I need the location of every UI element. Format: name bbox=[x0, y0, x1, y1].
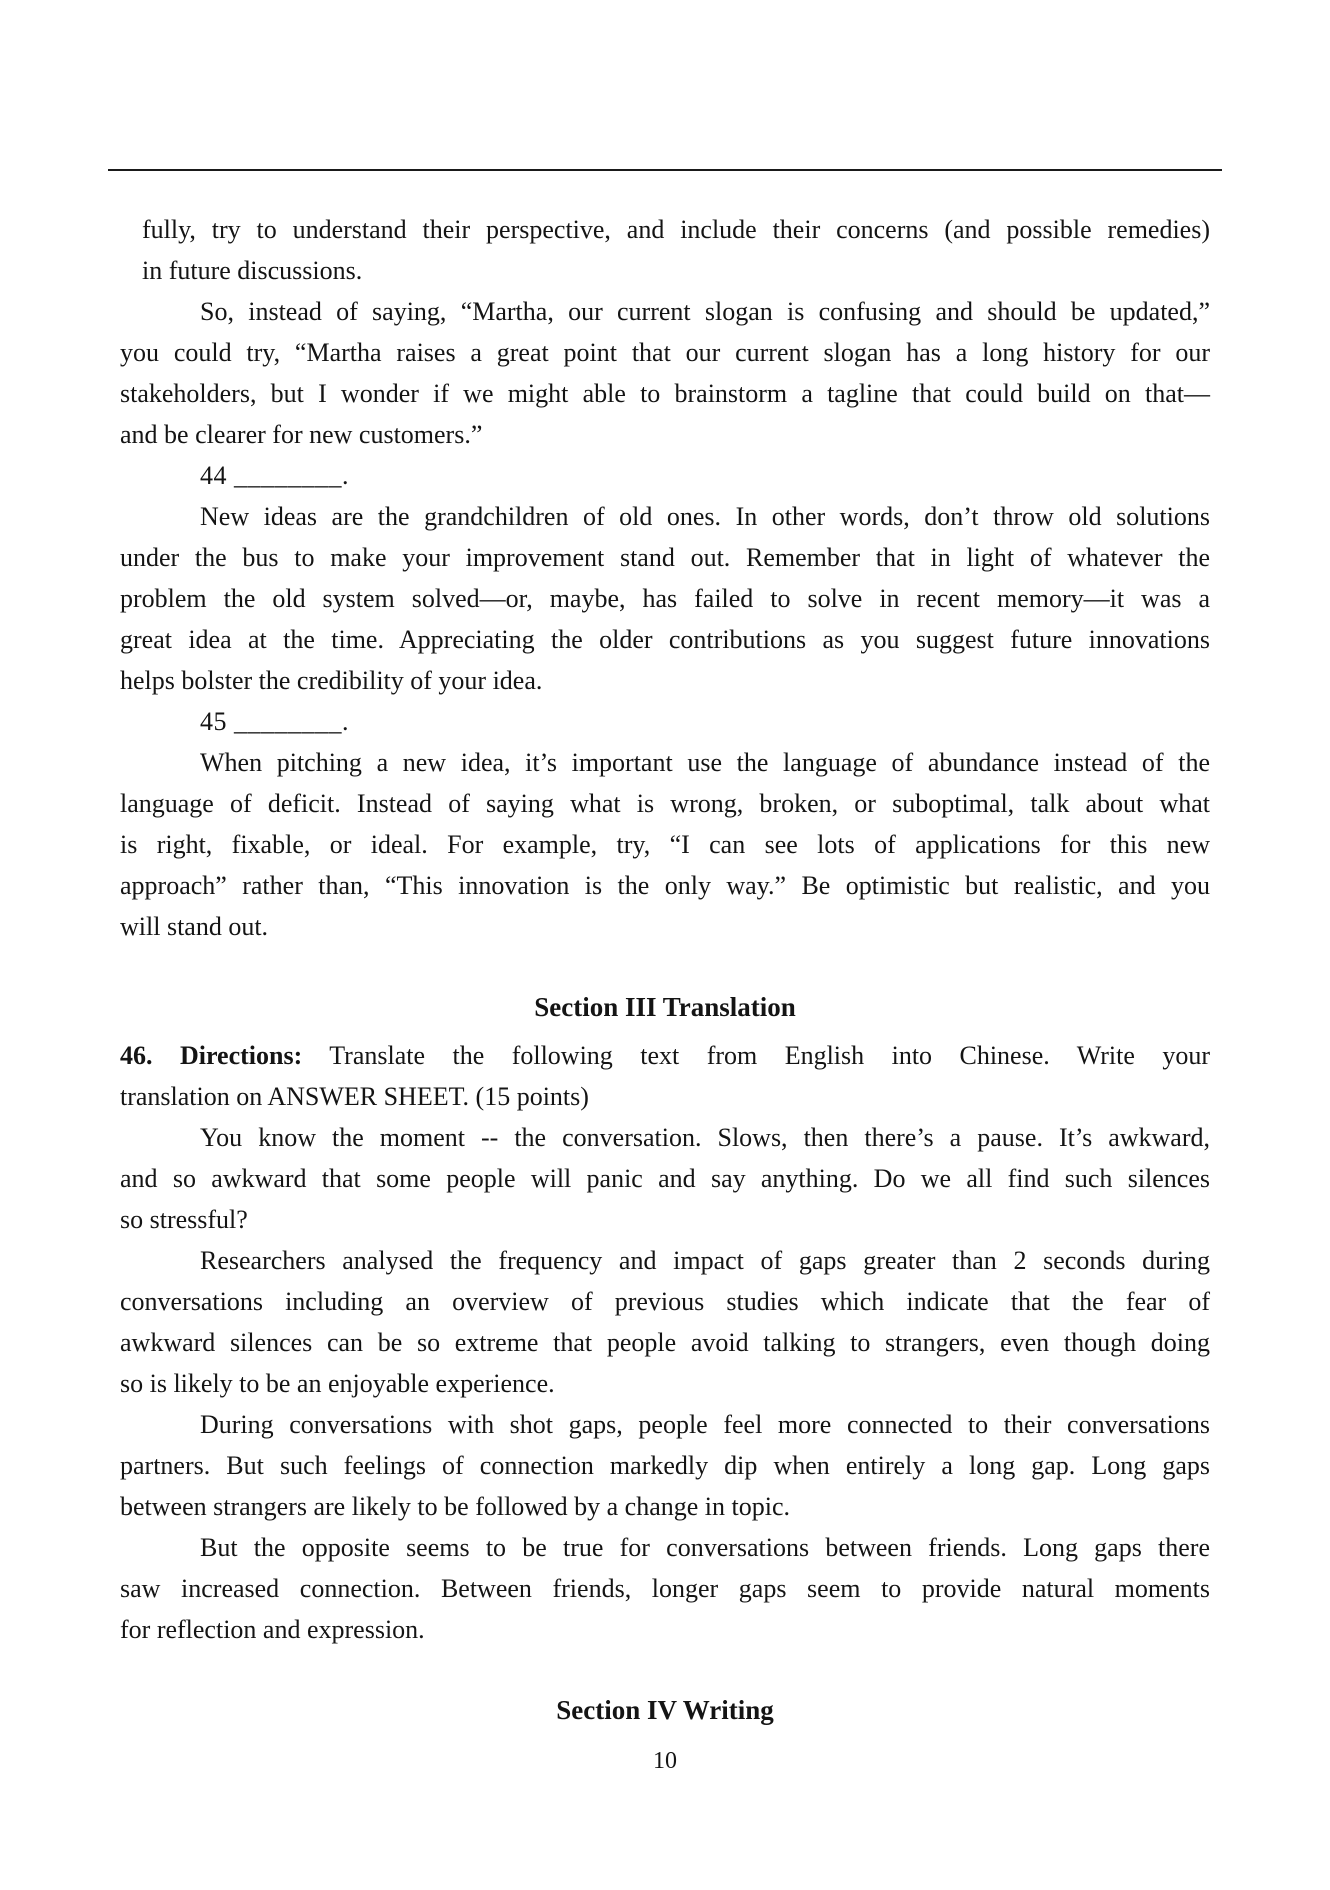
text-line: fully, try to understand their perspective, and include their concerns (and possible remedies) bbox=[142, 215, 1210, 244]
paragraph-directions-46 bbox=[120, 1035, 1210, 1117]
text-line: helps bolster the credibility of your idea. bbox=[120, 666, 543, 695]
text-line: approach” rather than, “This innovation is the only way.” Be optimistic but realistic, and you bbox=[120, 871, 1210, 900]
question-44-blank: 44 ________. bbox=[200, 461, 349, 490]
text-line: you could try, “Martha raises a great point that our current slogan has a long history for our bbox=[120, 338, 1210, 367]
text-line: translation on ANSWER SHEET. (15 points) bbox=[120, 1082, 589, 1111]
text-line: But the opposite seems to be true for conversations between friends. Long gaps there bbox=[200, 1533, 1210, 1562]
paragraph-but-the-opposite bbox=[120, 1527, 1210, 1650]
paragraph-continued-from-previous-page bbox=[142, 209, 1210, 291]
text-line: between strangers are likely to be followed by a change in topic. bbox=[120, 1492, 790, 1521]
text-line: in future discussions. bbox=[142, 256, 363, 285]
text-line: saw increased connection. Between friends, longer gaps seem to provide natural moments bbox=[120, 1574, 1210, 1603]
text-line: stakeholders, but I wonder if we might able to brainstorm a tagline that could build on that— bbox=[120, 379, 1210, 408]
text-line: New ideas are the grandchildren of old ones. In other words, don’t throw old solutions bbox=[200, 502, 1210, 531]
paragraph-you-know-the-moment bbox=[120, 1117, 1210, 1240]
text-line: language of deficit. Instead of saying what is wrong, broken, or suboptimal, talk about what bbox=[120, 789, 1210, 818]
header-rule bbox=[108, 169, 1222, 171]
paragraph-new-ideas bbox=[120, 496, 1210, 701]
text-line: When pitching a new idea, it’s important use the language of abundance instead of the bbox=[200, 748, 1210, 777]
text-line: and so awkward that some people will panic and say anything. Do we all find such silences bbox=[120, 1164, 1210, 1193]
text-line: Researchers analysed the frequency and impact of gaps greater than 2 seconds during bbox=[200, 1246, 1210, 1275]
text-line: will stand out. bbox=[120, 912, 269, 941]
directions-label: 46. Directions: bbox=[120, 1041, 303, 1070]
section-iii-translation-heading: Section III Translation bbox=[534, 992, 796, 1022]
text-line: and be clearer for new customers.” bbox=[120, 420, 483, 449]
text-line: You know the moment -- the conversation. Slows, then there’s a pause. It’s awkward, bbox=[200, 1123, 1210, 1152]
paragraph-researchers-analysed bbox=[120, 1240, 1210, 1404]
paragraph-language-of-abundance bbox=[120, 742, 1210, 947]
text-line: partners. But such feelings of connection markedly dip when entirely a long gap. Long gaps bbox=[120, 1451, 1210, 1480]
text-line: conversations including an overview of previous studies which indicate that the fear of bbox=[120, 1287, 1210, 1316]
paragraph-martha-example bbox=[120, 291, 1210, 455]
page-content bbox=[120, 209, 1210, 1782]
text-line: During conversations with shot gaps, people feel more connected to their conversations bbox=[200, 1410, 1210, 1439]
text-line: 46. Directions: Translate the following text from English into Chinese. Write your bbox=[120, 1041, 1210, 1070]
text-line: great idea at the time. Appreciating the older contributions as you suggest future innovations bbox=[120, 625, 1210, 654]
question-45-blank: 45 ________. bbox=[200, 707, 349, 736]
text-line: is right, fixable, or ideal. For example, try, “I can see lots of applications for this new bbox=[120, 830, 1210, 859]
paragraph-during-conversations bbox=[120, 1404, 1210, 1527]
page-number: 10 bbox=[653, 1748, 677, 1774]
text-line: so is likely to be an enjoyable experience. bbox=[120, 1369, 555, 1398]
text-line: for reflection and expression. bbox=[120, 1615, 425, 1644]
text-line: under the bus to make your improvement stand out. Remember that in light of whatever the bbox=[120, 543, 1210, 572]
text-line: awkward silences can be so extreme that people avoid talking to strangers, even though doing bbox=[120, 1328, 1210, 1357]
text-line: So, instead of saying, “Martha, our current slogan is confusing and should be updated,” bbox=[200, 297, 1210, 326]
text-line: so stressful? bbox=[120, 1205, 248, 1234]
section-iv-writing-heading: Section IV Writing bbox=[556, 1695, 774, 1725]
text-line: problem the old system solved—or, maybe, has failed to solve in recent memory—it was a bbox=[120, 584, 1210, 613]
